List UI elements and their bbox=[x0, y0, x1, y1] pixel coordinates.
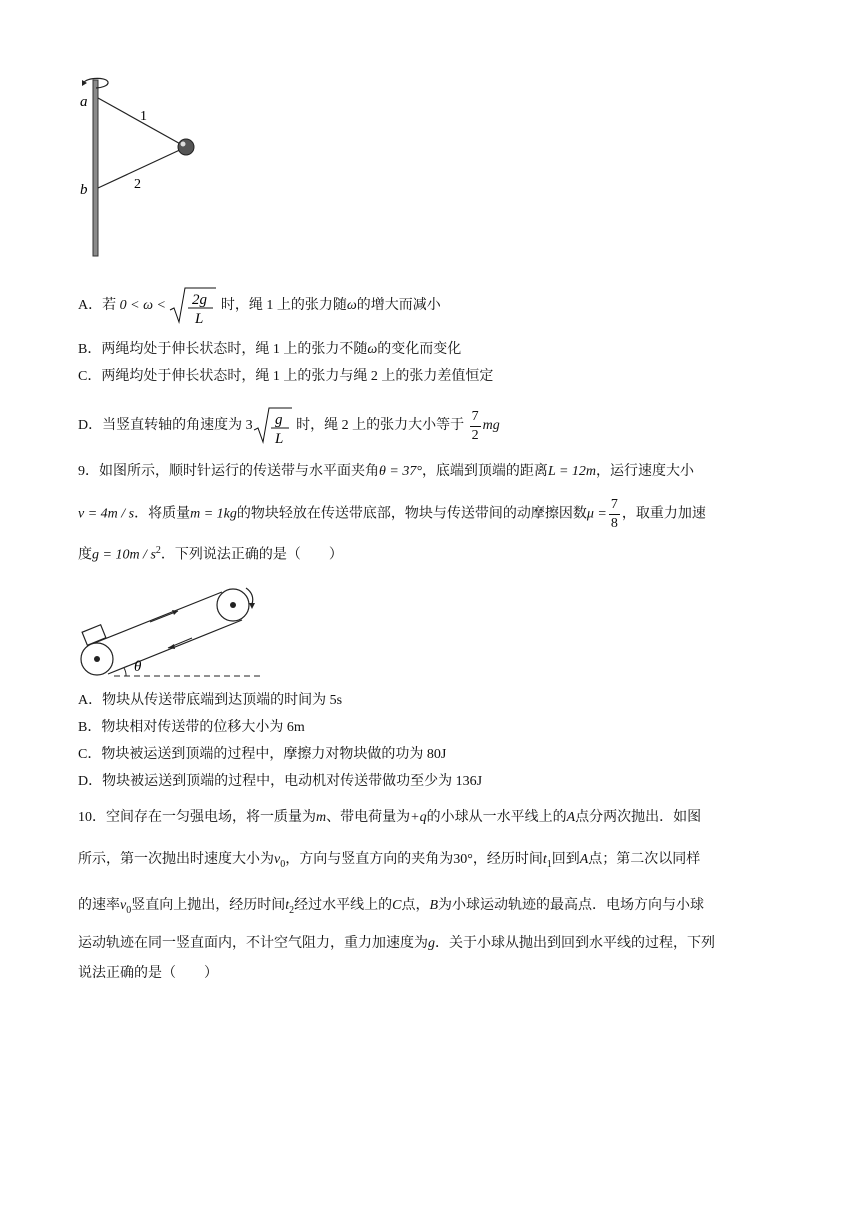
label-string-2: 2 bbox=[134, 177, 141, 192]
q9-option-b: B．物块相对传送带的位移大小为 6m bbox=[78, 720, 305, 735]
rod-figure bbox=[76, 74, 206, 260]
angle-arc bbox=[124, 668, 126, 676]
q10-line-4: 运动轨迹在同一竖直面内，不计空气阻力，重力加速度为g．关于小球从抛出到回到水平线的过程，下列 bbox=[78, 936, 715, 951]
belt-bottom bbox=[108, 620, 242, 674]
label-a: a bbox=[80, 94, 88, 110]
vertical-rod bbox=[93, 80, 98, 256]
label-string-1: 1 bbox=[140, 109, 147, 124]
svg-text:L: L bbox=[274, 431, 283, 446]
label-b: b bbox=[80, 182, 88, 198]
q9-option-a: A．物块从传送带底端到达顶端的时间为 5s bbox=[78, 693, 343, 708]
q8-option-c: C．两绳均处于伸长状态时，绳 1 上的张力与绳 2 上的张力差值恒定 bbox=[78, 369, 494, 384]
ball bbox=[178, 139, 194, 155]
q10-line-3: 的速率$v_0$竖直向上抛出，经历时间$t_2$经过水平线上的C点，B为小球运动轨迹的最高点．电场方向与小球 bbox=[78, 898, 705, 916]
q10-line-2: 所示，第一次抛出时速度大小为$v_0$，方向与竖直方向的夹角为30°，经历时间$t_1$回到A点；第二次以同样 bbox=[78, 852, 701, 870]
conveyor-figure bbox=[78, 582, 264, 682]
svg-text:2g: 2g bbox=[192, 292, 208, 308]
q9-option-c: C．物块被运送到顶端的过程中，摩擦力对物块做的功为 80J bbox=[78, 747, 447, 762]
q9-option-d: D．物块被运送到顶端的过程中，电动机对传送带做功至少为 136J bbox=[78, 774, 483, 789]
svg-text:g: g bbox=[274, 412, 283, 428]
label-theta: θ bbox=[134, 659, 142, 675]
q10-line-5: 说法正确的是（ ） bbox=[78, 966, 218, 981]
q10-line-1: 10．空间存在一匀强电场，将一质量为m、带电荷量为+q的小球从一水平线上的A点分两次抛出．如图 bbox=[78, 810, 702, 825]
q9-line-2: v = 4m / s．将质量m = 1kg的物块轻放在传送带底部，物块与传送带间的动摩擦因数μ = $\frac{7}{8}$ ，取重力加速 bbox=[78, 497, 706, 531]
q9-line-3: 度$g = 10m / s^2$．下列说法正确的是（ ） bbox=[78, 545, 343, 563]
string-2 bbox=[98, 148, 184, 188]
sqrt-expression-d bbox=[253, 406, 293, 446]
sqrt-expression bbox=[169, 286, 217, 326]
q9-line-1: 9．如图所示，顺时针运行的传送带与水平面夹角θ = 37°，底端到顶端的距离L = 12m，运行速度大小 bbox=[78, 464, 695, 479]
block bbox=[82, 625, 106, 645]
q8-option-d: D．当竖直转轴的角速度为 3 g L 时，绳 2 上的张力大小等于 $\frac{7}{2}$ mg bbox=[78, 406, 500, 446]
q8-option-a: A．若 0 < ω < 2g L 时，绳 1 上的张力随ω的增大而减小 bbox=[78, 286, 441, 326]
svg-text:L: L bbox=[195, 311, 204, 326]
q8-option-b: B．两绳均处于伸长状态时，绳 1 上的张力不随ω的变化而变化 bbox=[78, 342, 462, 357]
